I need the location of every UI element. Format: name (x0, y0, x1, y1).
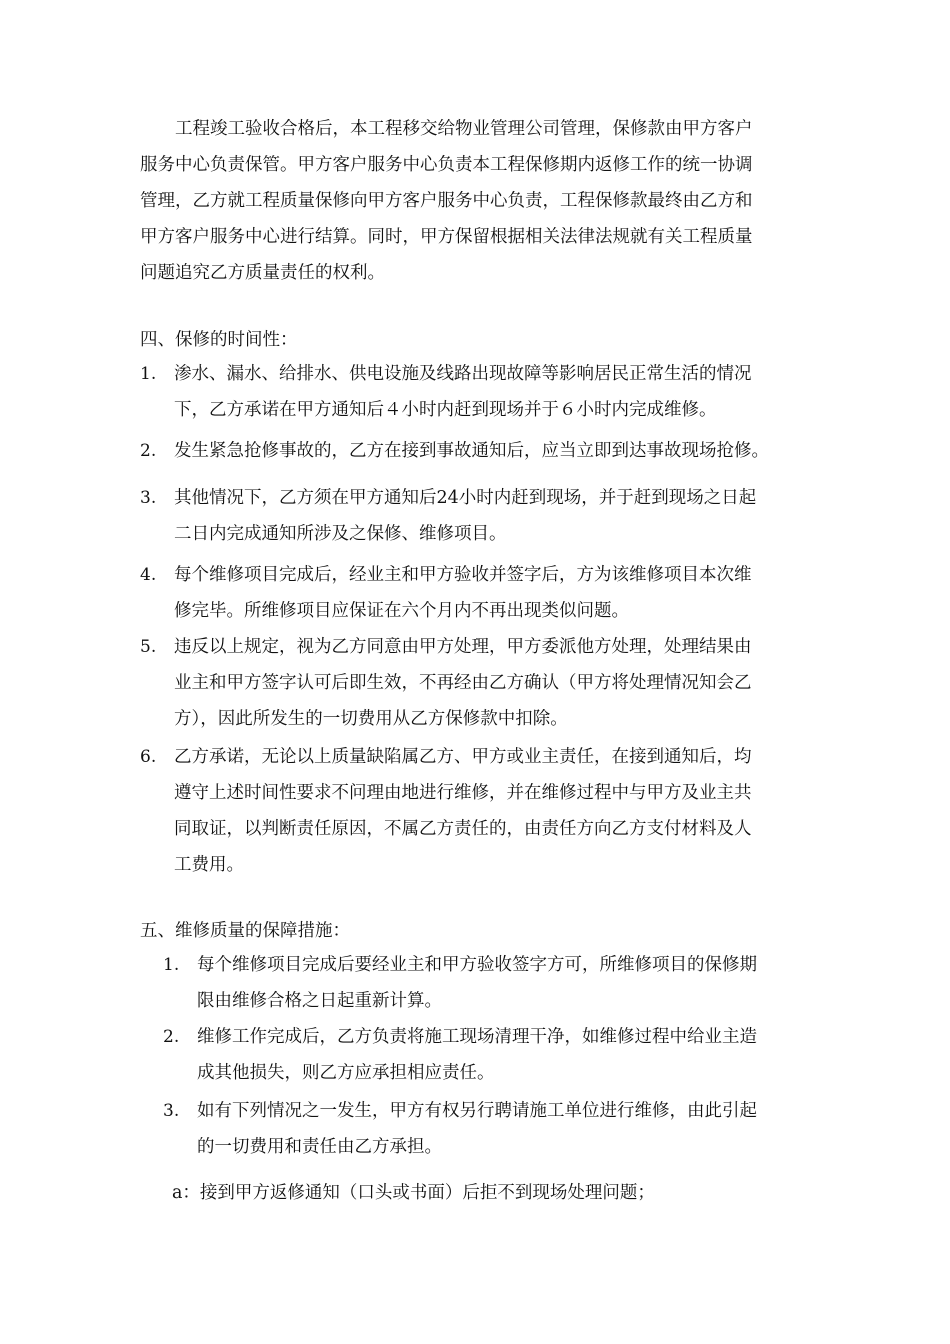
list-item-line: 工费用。 (174, 855, 244, 875)
intro-line: 工程竣工验收合格后，本工程移交给物业管理公司管理，保修款由甲方客户 (175, 119, 753, 139)
intro-line: 问题追究乙方质量责任的权利。 (140, 263, 385, 283)
list-number: 3. (140, 488, 157, 508)
list-item-line: 同取证，以判断责任原因，不属乙方责任的，由责任方向乙方支付材料及人 (174, 819, 752, 839)
sub-item-a: a：接到甲方返修通知（口头或书面）后拒不到现场处理问题； (172, 1183, 655, 1203)
list-item-line: 其他情况下，乙方须在甲方通知后24小时内赶到现场，并于赶到现场之日起 (174, 488, 757, 508)
list-item-line: 方），因此所发生的一切费用从乙方保修款中扣除。 (174, 709, 568, 729)
list-item-line: 乙方承诺，无论以上质量缺陷属乙方、甲方或业主责任，在接到通知后，均 (174, 747, 752, 767)
list-number: 3. (163, 1101, 180, 1121)
list-item-line: 二日内完成通知所涉及之保修、维修项目。 (174, 524, 507, 544)
list-item-line: 限由维修合格之日起重新计算。 (197, 991, 442, 1011)
list-number: 1. (140, 364, 157, 384)
list-item-line: 违反以上规定，视为乙方同意由甲方处理，甲方委派他方处理，处理结果由 (174, 637, 752, 657)
list-item-line: 下，乙方承诺在甲方通知后４小时内赶到现场并于６小时内完成维修。 (174, 400, 717, 420)
list-item-line: 修完毕。所维修项目应保证在六个月内不再出现类似问题。 (174, 601, 629, 621)
list-number: 6. (140, 747, 157, 767)
intro-line: 甲方客户服务中心进行结算。同时，甲方保留根据相关法律法规就有关工程质量 (140, 227, 753, 247)
list-number: 4. (140, 565, 157, 585)
list-number: 2. (163, 1027, 180, 1047)
list-item-line: 维修工作完成后，乙方负责将施工现场清理干净，如维修过程中给业主造 (197, 1027, 757, 1047)
list-item-line: 遵守上述时间性要求不问理由地进行维修，并在维修过程中与甲方及业主共 (174, 783, 752, 803)
list-item-line: 发生紧急抢修事故的，乙方在接到事故通知后，应当立即到达事故现场抢修。 (174, 441, 769, 461)
list-item-line: 成其他损失，则乙方应承担相应责任。 (197, 1063, 495, 1083)
list-item-line: 每个维修项目完成后要经业主和甲方验收签字方可，所维修项目的保修期 (197, 955, 757, 975)
list-number: 5. (140, 637, 157, 657)
list-item-line: 业主和甲方签字认可后即生效，不再经由乙方确认（甲方将处理情况知会乙 (174, 673, 752, 693)
list-item-line: 的一切费用和责任由乙方承担。 (197, 1137, 442, 1157)
intro-line: 管理，乙方就工程质量保修向甲方客户服务中心负责，工程保修款最终由乙方和 (140, 191, 753, 211)
intro-line: 服务中心负责保管。甲方客户服务中心负责本工程保修期内返修工作的统一协调 (140, 155, 753, 175)
list-number: 1. (163, 955, 180, 975)
section-heading: 四、保修的时间性： (140, 330, 298, 350)
list-item-line: 渗水、漏水、给排水、供电设施及线路出现故障等影响居民正常生活的情况 (174, 364, 752, 384)
list-number: 2. (140, 441, 157, 461)
section-heading: 五、维修质量的保障措施： (140, 921, 350, 941)
list-item-line: 每个维修项目完成后，经业主和甲方验收并签字后，方为该维修项目本次维 (174, 565, 752, 585)
list-item-line: 如有下列情况之一发生，甲方有权另行聘请施工单位进行维修，由此引起 (197, 1101, 757, 1121)
